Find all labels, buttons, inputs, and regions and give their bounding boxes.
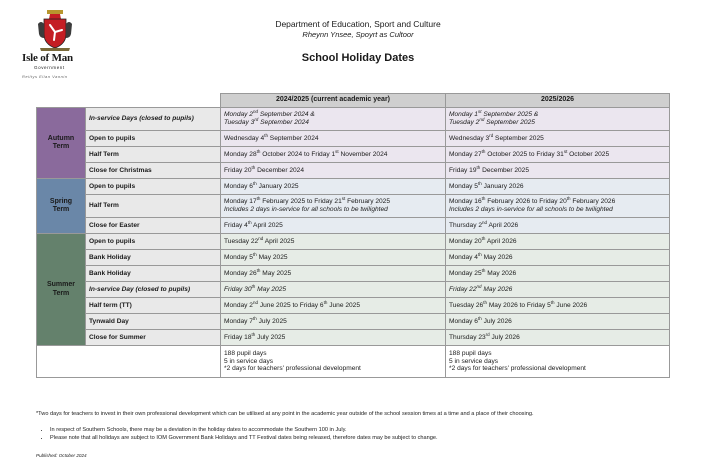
date-text: Monday 1st September 2025 & [449, 109, 539, 119]
date-text: Monday 16th February 2026 to Friday 20th February 2026 [449, 196, 616, 206]
ordinal-suffix: th [481, 148, 486, 154]
date-cell-2025-2026 [446, 179, 670, 195]
totals-line: *2 days for teachers' professional development [224, 365, 361, 373]
date-cell-2024-2025 [221, 163, 446, 179]
date-cell-2025-2026 [446, 131, 670, 147]
date-text: Monday 5th May 2025 [224, 251, 288, 261]
date-cell-2025-2026 [446, 282, 670, 298]
column-header-2025-2026: 2025/2026 [446, 94, 670, 108]
holiday-dates-table [36, 93, 670, 378]
date-cell-2025-2026 [446, 108, 670, 131]
ordinal-suffix: nd [482, 219, 488, 225]
date-text: Thursday 2nd April 2026 [449, 219, 519, 229]
date-text: Monday 2nd June 2025 to Friday 6th June 2025 [224, 299, 361, 309]
date-text: Thursday 23rd July 2026 [449, 331, 520, 341]
date-cell-2025-2026 [446, 218, 670, 234]
date-cell-2024-2025 [221, 218, 446, 234]
date-text: Monday 27th October 2025 to Friday 31st October 2025 [449, 148, 610, 158]
row-label: Close for Christmas [86, 163, 221, 179]
table-row [37, 266, 670, 282]
coat-of-arms-icon [36, 8, 74, 52]
table-row [37, 234, 670, 250]
ordinal-suffix: rd [489, 132, 494, 138]
page-title: School Holiday Dates [301, 52, 415, 64]
date-text: Monday 5th January 2026 [449, 180, 524, 190]
date-text: Monday 20th April 2026 [449, 235, 517, 245]
table-row [37, 314, 670, 330]
date-text: Wednesday 4th September 2024 [224, 132, 319, 142]
date-note: Includes 2 days in-service for all schools to be twilighted [449, 206, 613, 213]
ordinal-suffix: th [481, 267, 486, 273]
date-text: Friday 4th April 2025 [224, 219, 283, 229]
row-label: Open to pupils [86, 131, 221, 147]
term-label-word: Autumn [47, 134, 75, 142]
table-row [37, 195, 670, 218]
ordinal-suffix: th [247, 219, 252, 225]
term-label-word: Spring [49, 197, 73, 205]
ordinal-suffix: th [323, 299, 328, 305]
ordinal-suffix: st [477, 109, 482, 115]
table-header-row [37, 94, 670, 108]
date-text: Tuesday 3rd September 2024 [224, 116, 309, 126]
date-cell-2025-2026 [446, 314, 670, 330]
table-row [37, 282, 670, 298]
totals-line: 188 pupil days [449, 350, 492, 358]
notes-list [36, 427, 690, 442]
table-row [37, 250, 670, 266]
ordinal-suffix: th [477, 315, 482, 321]
logo-subtitle: Government [34, 65, 65, 70]
totals-line: *2 days for teachers' professional development [449, 365, 586, 373]
department-name-manx: Rheynn Ynsee, Spoyrt as Cultoor [302, 30, 414, 39]
table-row [37, 163, 670, 179]
date-cell-2024-2025 [221, 314, 446, 330]
date-cell-2024-2025 [221, 131, 446, 147]
totals-line: 188 pupil days [224, 350, 267, 358]
row-label: Tynwald Day [86, 314, 221, 330]
date-text: Monday 7th July 2025 [224, 315, 287, 325]
date-text: Tuesday 2nd September 2025 [449, 116, 535, 126]
ordinal-suffix: st [335, 148, 339, 154]
row-label: Bank Holiday [86, 250, 221, 266]
date-cell-2025-2026 [446, 330, 670, 346]
ordinal-suffix: th [252, 251, 257, 257]
date-text: Monday 4th May 2026 [449, 251, 513, 261]
totals-line: 5 in service days [449, 357, 499, 365]
ordinal-suffix: st [563, 148, 568, 154]
totals-cell-2025-2026 [446, 346, 670, 378]
totals-row [37, 346, 670, 378]
ordinal-suffix: st [341, 196, 346, 202]
date-cell-2025-2026 [446, 250, 670, 266]
column-header-2024-2025: 2024/2025 (current academic year) [221, 94, 446, 108]
date-cell-2024-2025 [221, 234, 446, 250]
date-note: Includes 2 days in-service for all schools to be twilighted [224, 206, 388, 213]
department-name: Department of Education, Sport and Culture [275, 19, 441, 29]
ordinal-suffix: nd [476, 283, 482, 289]
table-row [37, 108, 670, 131]
date-text: Friday 20th December 2024 [224, 164, 305, 174]
date-cell-2024-2025 [221, 250, 446, 266]
ordinal-suffix: th [481, 235, 486, 241]
date-cell-2025-2026 [446, 266, 670, 282]
term-label-word: Term [52, 206, 70, 213]
ordinal-suffix: th [256, 148, 261, 154]
totals-blank-cell [37, 346, 221, 378]
ordinal-suffix: th [476, 164, 481, 170]
date-cell-2024-2025 [221, 147, 446, 163]
date-cell-2025-2026 [446, 298, 670, 314]
logo-manx-text: Reiltys Ellan Vannin [22, 74, 68, 79]
ordinal-suffix: nd [258, 235, 264, 241]
term-label-word: Term [52, 143, 70, 150]
ordinal-suffix: th [477, 251, 482, 257]
table-body [37, 108, 670, 378]
date-text: Friday 30th May 2025 [224, 283, 287, 293]
table-row [37, 179, 670, 195]
ordinal-suffix: nd [252, 299, 258, 305]
date-text: Friday 19th December 2025 [449, 164, 530, 174]
logo-wordmark: Isle of Man [22, 52, 73, 64]
ordinal-suffix: th [483, 299, 487, 305]
ordinal-suffix: th [256, 267, 261, 273]
table-row [37, 330, 670, 346]
row-label: In-service Day (closed to pupils) [86, 282, 221, 298]
date-cell-2024-2025 [221, 108, 446, 131]
ordinal-suffix: th [252, 180, 257, 186]
date-text: Monday 26th May 2025 [224, 267, 292, 277]
date-text: Monday 2nd September 2024 & [224, 109, 315, 119]
date-text: Friday 22nd May 2026 [449, 283, 513, 293]
date-text: Wednesday 3rd September 2025 [449, 132, 544, 142]
row-label: In-service Days (closed to pupils) [86, 108, 221, 131]
row-label: Bank Holiday [86, 266, 221, 282]
published-date: Published: October 2024 [36, 453, 87, 458]
table-row [37, 298, 670, 314]
date-cell-2024-2025 [221, 298, 446, 314]
ordinal-suffix: nd [252, 109, 258, 115]
ordinal-suffix: th [251, 164, 256, 170]
footnote: *Two days for teachers to invest in their own professional development which can be utilised at any point in the academic year outside of the school session times at a time and a place of their choosing. [36, 411, 534, 417]
ordinal-suffix: th [256, 196, 261, 202]
term-label-word: Summer [46, 281, 75, 289]
row-label: Half Term [86, 147, 221, 163]
term-label-autumn [37, 108, 86, 179]
row-label: Open to pupils [86, 179, 221, 195]
date-text: Monday 28th October 2024 to Friday 1st November 2024 [224, 148, 388, 158]
totals-cell-2024-2025 [221, 346, 446, 378]
date-text: Monday 25th May 2026 [449, 267, 517, 277]
table-row [37, 218, 670, 234]
date-cell-2024-2025 [221, 179, 446, 195]
row-label: Open to pupils [86, 234, 221, 250]
ordinal-suffix: th [550, 299, 555, 305]
date-cell-2024-2025 [221, 330, 446, 346]
ordinal-suffix: th [477, 180, 482, 186]
date-cell-2025-2026 [446, 195, 670, 218]
row-label: Half Term [86, 195, 221, 218]
table-row [37, 131, 670, 147]
term-label-spring [37, 179, 86, 234]
ordinal-suffix: rd [254, 116, 259, 122]
ordinal-suffix: th [252, 315, 257, 321]
date-cell-2024-2025 [221, 282, 446, 298]
isle-of-man-government-logo [22, 8, 92, 84]
row-label: Half term (TT) [86, 298, 221, 314]
date-text: Monday 6th January 2025 [224, 180, 299, 190]
date-text: Monday 17th February 2025 to Friday 21st February 2025 [224, 196, 390, 206]
date-cell-2024-2025 [221, 266, 446, 282]
ordinal-suffix: th [481, 196, 486, 202]
date-cell-2025-2026 [446, 234, 670, 250]
ordinal-suffix: th [566, 196, 571, 202]
ordinal-suffix: th [264, 132, 268, 138]
note-item: • Please note that all holidays are subject to IOM Government Bank Holidays and TT Festival dates being released, therefore dates may be subject to change. [50, 435, 690, 441]
date-text: Monday 6th July 2026 [449, 315, 512, 325]
ordinal-suffix: th [251, 331, 256, 337]
ordinal-suffix: th [251, 283, 256, 289]
term-label-summer [37, 234, 86, 346]
table-row [37, 147, 670, 163]
date-cell-2025-2026 [446, 147, 670, 163]
term-label-word: Term [52, 289, 70, 297]
row-label: Close for Summer [86, 330, 221, 346]
totals-line: 5 in service days [224, 357, 274, 365]
date-text: Tuesday 22nd April 2025 [224, 235, 295, 245]
row-label: Close for Easter [86, 218, 221, 234]
date-text: Friday 18th July 2025 [224, 331, 286, 341]
date-cell-2025-2026 [446, 163, 670, 179]
note-item: • In respect of Southern Schools, there may be a deviation in the holiday dates to accommodate the Southern 100 in July. [50, 427, 690, 433]
date-text: Tuesday 26th May 2026 to Friday 5th June 2026 [449, 299, 588, 309]
ordinal-suffix: nd [479, 116, 485, 122]
header-blank-cell [37, 94, 221, 108]
ordinal-suffix: rd [485, 331, 490, 337]
date-cell-2024-2025 [221, 195, 446, 218]
